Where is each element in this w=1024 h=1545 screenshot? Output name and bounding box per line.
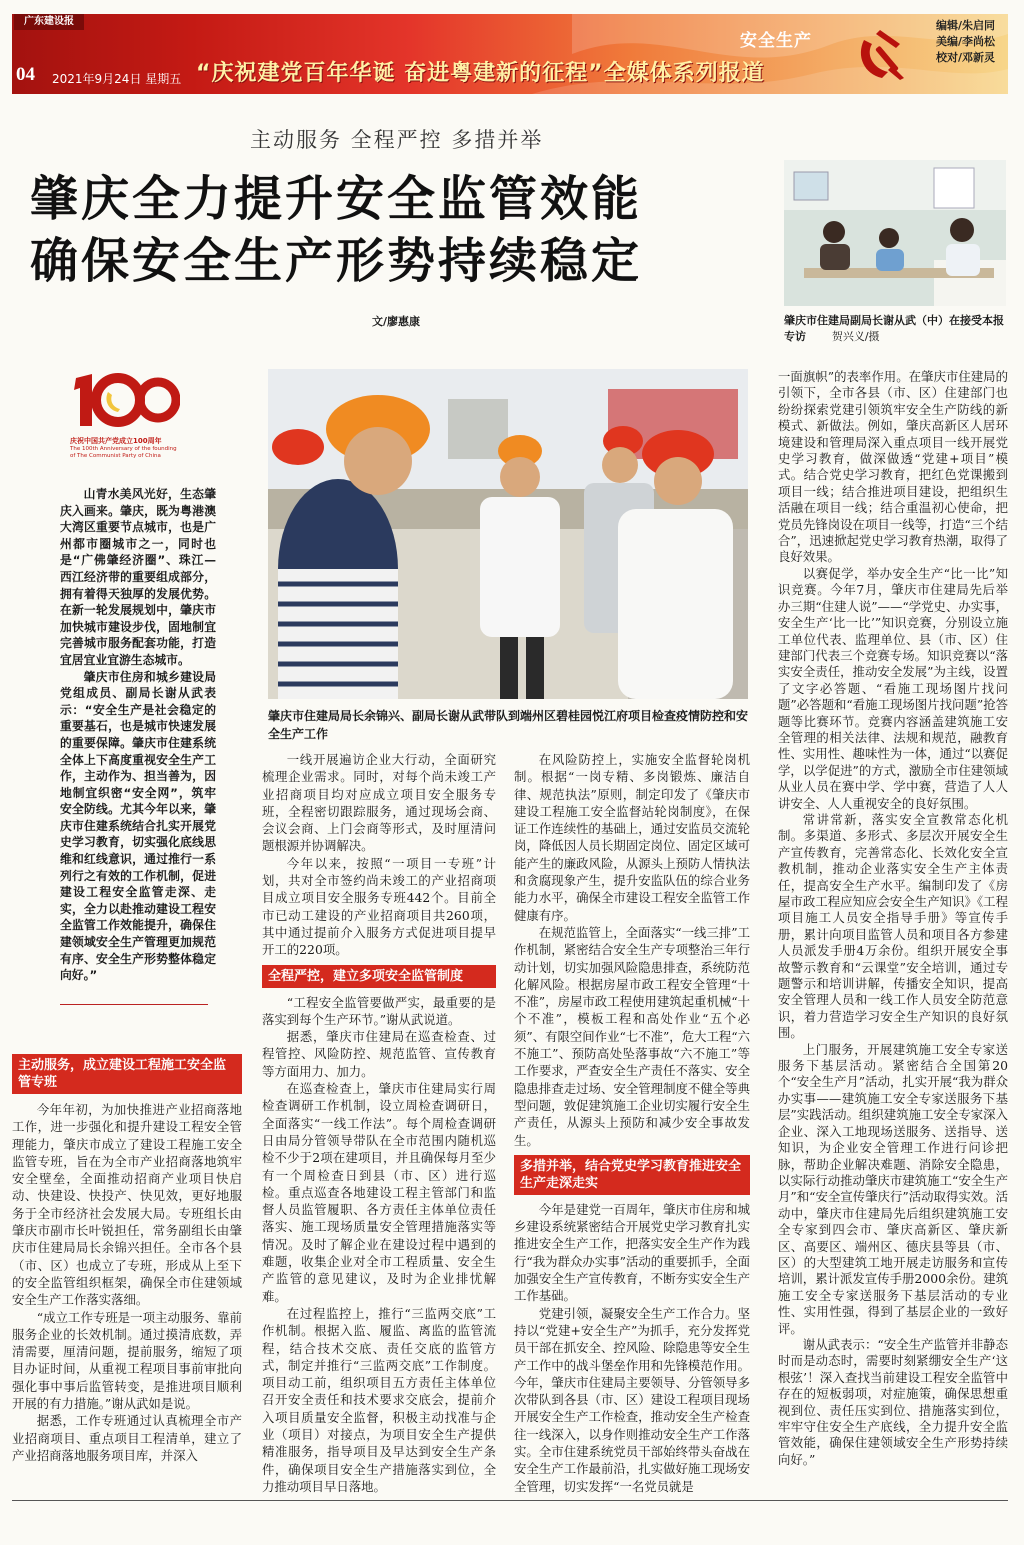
body-paragraph: 谢从武表示：“安全生产监管并非静态时而是动态时，需要时刻紧绷安全生产‘这根弦’！深入查找当前建设工程安全监管中存在的短板弱项，对症施策，确保思想重视到位、责任压实到位、措施落实到位，牢牢守住安全生产底线，全力提升安全监管效能，确保住建领域安全生产形势持续向好。” — [778, 1336, 1008, 1467]
body-paragraph: 今年以来，按照“一项目一专班”计划，共对全市签约尚未竣工的产业招商项目成立项目安全服务专班442个。目前全市已动工建设的产业招商项目共260项，其中通过提前介入服务方式促进项目提早开工的220项。 — [262, 855, 496, 958]
photo-credit: 贺兴义/摄 — [831, 330, 880, 343]
editor-credits — [936, 18, 995, 66]
section-column-2 — [262, 751, 496, 1495]
body-paragraph: 一面旗帜”的表率作用。在肇庆市住建局的引领下，全市各县（市、区）住建部门也纷纷探索党建引领筑牢安全生产防线的新模式、新做法。例如，肇庆高新区人居环境建设和管理局深入重点项目一线开展党史学习教育，做深做透“党建+项目”模式。结合党史学习教育，把红色党课搬到项目一线；结合推进项目建设，把组织生活融在项目一线；结合重温初心使命，把党员先锋岗设在项目一线等，打造“三个结合”，迅速掀起党史学习教育热潮，取得了良好效果。 — [778, 369, 1008, 565]
section-body — [262, 751, 496, 959]
body-paragraph: 据悉，工作专班通过认真梳理全市产业招商项目、重点项目工程清单，建立了产业招商落地服务项目库，并深入 — [12, 1413, 242, 1463]
interview-photo — [784, 160, 1006, 306]
publication-date: 2021年9月24日 星期五 — [52, 72, 182, 86]
section-body — [262, 994, 496, 1496]
newspaper-name-tag: 广东建设报 — [14, 14, 84, 30]
inspection-photo — [268, 369, 748, 699]
section-column-1 — [12, 1054, 242, 1464]
section-column-3 — [514, 751, 750, 1495]
article-kicker: 主动服务 全程严控 多措并举 — [250, 128, 544, 152]
section-body — [514, 1201, 750, 1495]
body-paragraph: “工程安全监管要做严实，最重要的是落实到每个生产环节。”谢从武说道。 — [262, 994, 496, 1027]
headline-line-1: 肇庆全力提升安全监管效能 — [30, 171, 643, 227]
page-number: 04 — [16, 64, 35, 85]
party-emblem-icon — [852, 22, 914, 84]
section-column-4 — [778, 369, 1008, 1468]
designer-credit: 美编/李尚松 — [936, 35, 996, 48]
article-intro — [60, 486, 216, 984]
body-paragraph: 在规范监管上，全面落实“一线三排”工作机制，紧密结合安全生产专项整治三年行动计划，切实加强风险隐患排查，系统防范化解风险。根据房屋市政工程安全管理“十不准”，房屋市政工程使用建筑起重机械“十个不准”，模板工程和高处作业“五个必须”、有限空间作业“七不准”，危大工程“六不施工”、预防高处坠落事故“六不施工”等工作要求，严查安全生产责任不落实、安全隐患排查走过场、安全管理制度不健全等典型问题，敦促建筑施工企业切实履行安全生产责任，从源头上预防和减少安全事故发生。 — [514, 924, 750, 1148]
centenary-logo — [70, 370, 180, 460]
interview-photo-caption — [784, 313, 1006, 345]
body-paragraph: 今年年初，为加快推进产业招商落地工作，进一步强化和提升建设工程安全管理能力，肇庆市成立了建设工程施工安全监管专班，旨在为全市产业招商落地筑牢安全壁垒，全面推动招商产业项目快启动、快建设、快投产、快见效，更好地服务于全市经济社会发展大局。专班组长由肇庆市副市长叶锐担任，常务副组长由肇庆市住建局局长余锦兴担任。全市各个县（市、区）也成立了专班，形成从上至下的安全监管组织框架，确保全市住建领域安全生产工作落实落细。 — [12, 1102, 242, 1308]
body-paragraph: 在风险防控上，实施安全监督轮岗机制。根据“一岗专精、多岗锻炼、廉洁自律、规范执法”原则，制定印发了《肇庆市建设工程施工安全监督站轮岗制度》，在保证工作连续性的基础上，通过安监员交流轮岗，降低因人员长期固定岗位、固定区域可能产生的廉政风险，从源头上预防人情执法和贪腐现象产生，提升安监队伍的综合业务能力水平，确保全市建设工程安全监管工作健康有序。 — [514, 752, 750, 923]
proofreader-credit: 校对/邓新灵 — [936, 51, 996, 64]
section-heading: 全程严控，建立多项安全监管制度 — [262, 965, 496, 988]
body-paragraph: 一线开展遍访企业大行动，全面研究梳理企业需求。同时，对每个尚未竣工产业招商项目均对应成立项目安全服务专班，全程密切跟踪服务，通过现场会商、会议会商、上门会商等形式，及时厘清问题根源并协调解决。 — [262, 752, 496, 854]
body-paragraph: 在巡查检查上，肇庆市住建局实行周检查调研工作机制，设立周检查调研日，全面落实“一线工作法”。每个周检查调研日由局分管领导带队在全市范围内随机巡检不少于2项在建项目，并且确保每月至少有一个周检查日到县（市、区）进行巡检。重点巡查各地建设工程主管部门和监督人员监管履职、各方责任主体单位责任落实、施工现场质量安全管理措施落实等情况。及时了解企业在建设过程中遇到的难题，收集企业对全市工程质量、安全生产监管的意见建议，及时为企业排忧解难。 — [262, 1081, 496, 1304]
body-paragraph: 在过程监控上，推行“三监两交底”工作机制。根据入监、履监、离监的监管流程，结合技术交底、责任交底的监管方式，制定并推行“三监两交底”工作制度。项目动工前，组织项目五方责任主体单位召开安全责任和技术要求交底会，提前介入项目质量安全监督，积极主动找准与企业（项目）对接点，为项目安全生产提供精准服务，指导项目及早达到安全生产条件，确保项目安全生产措施落实到位，全力推动项目早日落地。 — [262, 1305, 496, 1494]
editor-credit: 编辑/朱启同 — [936, 19, 996, 32]
section-heading: 主动服务，成立建设工程施工安全监管专班 — [12, 1054, 242, 1094]
centenary-100-icon — [70, 370, 180, 430]
inspection-photo-caption: 肇庆市住建局局长余锦兴、副局长谢从武带队到端州区碧桂园悦江府项目检查疫情防控和安全生产工作 — [268, 709, 749, 741]
body-paragraph: 今年是建党一百周年，肇庆市住房和城乡建设系统紧密结合开展党史学习教育扎实推进安全生产工作，把落实安全生产作为践行“我为群众办实事”活动的重要抓手，全面加强安全生产宣传教育，不断夯实安全生产工作基础。 — [514, 1201, 750, 1304]
divider — [60, 1004, 208, 1005]
body-paragraph: 党建引领，凝聚安全生产工作合力。坚持以“党建+安全生产”为抓手，充分发挥党员干部在抓安全、控风险、除隐患等安全生产工作中的战斗堡垒作用和先锋模范作用。今年，肇庆市住建局主要领导、分管领导多次带队到各县（市、区）建设工程项目现场开展安全生产工作检查，推动安全生产检查往一线深入，以身作则推动安全生产工作落实。全市住建系统党员干部始终带头奋战在安全生产工作最前沿，扎实做好施工现场安全管理，切实发挥“一名党员就是 — [514, 1305, 750, 1494]
section-body — [514, 751, 750, 1149]
intro-paragraph: 山青水美风光好，生态肇庆入画来。肇庆，既为粤港澳大湾区重要节点城市，也是广州都市圈城市之一，同时也是“广佛肇经济圈”、珠江—西江经济带的重要组成部分，拥有着得天独厚的发展优势。在新一轮发展规划中，肇庆市加快城市建设步伐，固地制宜完善城市服务配套功能，打造宜居宜业宜游生态城市。 — [60, 487, 216, 667]
centenary-logo-en: The 100th Anniversary of the founding of The Communist Party of China — [70, 446, 177, 459]
body-paragraph: 以赛促学，举办安全生产“比一比”知识竞赛。今年7月，肇庆市住建局先后举办三期“住建人说”——“学党史、办实事，安全生产‘比一比’”知识竞赛，分别设立施工单位代表、监理单位、县（市、区）住建部门代表三个竞赛专场。知识竞赛以“落实安全责任，推动安全发展”为主线，设置了文字必答题、“看施工现场图片找问题”必答题和“看施工现场图片找问题”抢答题等比赛环节。竞赛内容涵盖建筑施工安全管理的相关法律、法规和规范，融教育性、实用性、趣味性为一体，通过“以赛促学，以学促进”的方式，激励全市住建领域从业人员在赛中学、学中赛，营造了人人讲安全、人人重视安全的良好氛围。 — [778, 565, 1008, 811]
caption-text: 肇庆市住建局副局长谢从武（中）在接受本报专访 — [784, 314, 1004, 343]
body-paragraph: 上门服务，开展建筑施工安全专家送服务下基层活动。紧密结合全国第20个“安全生产月”活动，扎实开展“我为群众办实事——建筑施工安全专家送服务下基层”实践活动。组织建筑施工安全专家深入企业、深入工地现场送服务、送指导、送知识，为企业安全管理工作进行问诊把脉，帮助企业解决难题、消除安全隐患，以实际行动推动肇庆市建筑施工“安全生产月”和“安全宣传肇庆行”活动取得实效。活动中，肇庆市住建局先后组织建筑施工安全专家到四会市、肇庆高新区、肇庆新区、高要区、端州区、德庆县等县（市、区）的大型建筑工地开展走访服务和宣传培训，累计派发宣传手册2000余份。建筑施工安全专家送服务下基层活动的专业性、实用性强，得到了基层企业的一致好评。 — [778, 1041, 1008, 1336]
body-paragraph: 据悉，肇庆市住建局在巡查检查、过程管控、风险防控、规范监管、宣传教育等方面用力、加力。 — [262, 1029, 496, 1079]
byline: 文/廖惠康 — [372, 315, 421, 328]
intro-paragraph: 肇庆市住房和城乡建设局党组成员、副局长谢从武表示：“安全生产是社会稳定的重要基石，也是城市快速发展的重要保障。肇庆市住建系统全体上下高度重视安全生产工作，主动作为、担当善为，因地制宜织密“安全网”，筑牢安全防线。尤其今年以来，肇庆市住建系统结合扎实开展党史学习教育，切实强化底线思维和红线意识，通过推行一系列行之有效的工作机制，促进建设工程安全监管走深、走实，全力以赴推动建设工程安全监管工作效能提升，确保住建领域安全生产管理更加规范有序、安全生产形势整体稳定向好。” — [60, 669, 216, 983]
centenary-logo-cn: 庆祝中国共产党成立100周年 — [70, 437, 162, 445]
body-paragraph: “成立工作专班是一项主动服务、靠前服务企业的长效机制。通过摸清底数，弄清需要，厘清问题，提前服务，缩短了项目办证时间，从重视工程项目事前审批向强化事中事后监管转变，是推进项目顺利开展的有力措施。”谢从武如是说。 — [12, 1309, 242, 1412]
body-paragraph: 常讲常新，落实安全宣教常态化机制。多渠道、多形式、多层次开展安全生产宣传教育，完善常态化、长效化安全宣教机制，推动企业落实安全生产主体责任，提高安全生产水平。编制印发了《房屋市政工程应知应会安全生产知识》《工程项目施工人员安全指导手册》等宣传手册，累计向项目监管人员和项目各方参建人员派发手册4万余份。组织开展安全事故警示教育和“云课堂”安全培训，通过专题警示和培训讲解，传播安全知识，提高安全管理人员和一线工作人员安全防范意识，着力营造学习安全生产知识的良好氛围。 — [778, 811, 1008, 1041]
section-body — [12, 1101, 242, 1464]
section-topic: 安全生产 — [740, 31, 812, 51]
footer-rule — [12, 1500, 1008, 1501]
section-body — [778, 369, 1008, 1468]
section-heading: 多措并举，结合党史学习教育推进安全生产走深走实 — [514, 1155, 750, 1195]
series-title: “庆祝建党百年华诞 奋进粤建新的征程”全媒体系列报道 — [196, 61, 765, 86]
headline-line-2: 确保安全生产形势持续稳定 — [30, 233, 643, 289]
